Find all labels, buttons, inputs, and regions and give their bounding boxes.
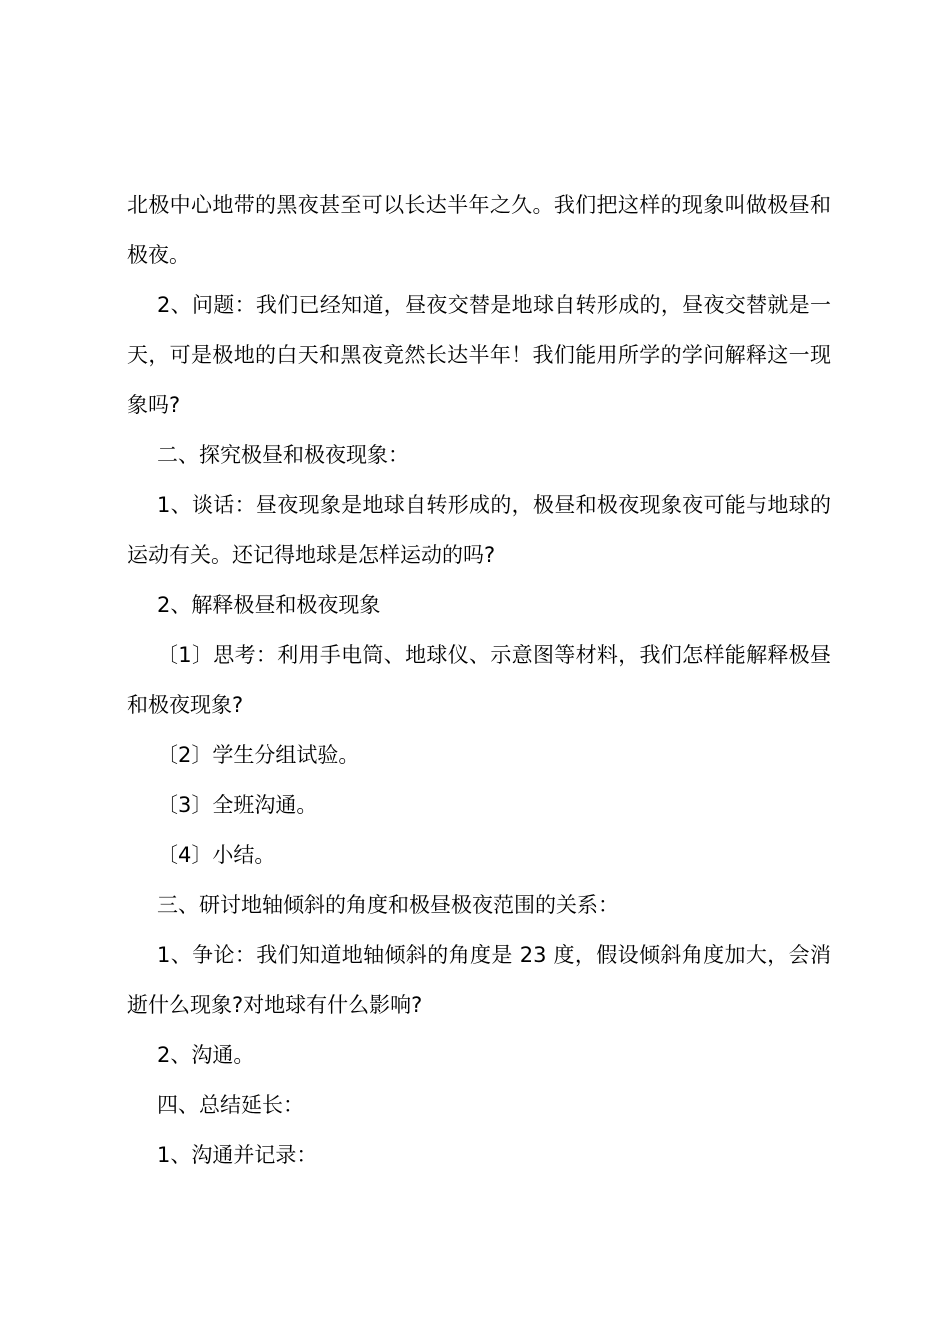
paragraph: 1、争论：我们知道地轴倾斜的角度是 23 度，假设倾斜角度加大，会消逝什么现象?对地球有什么影响? [127,943,831,1017]
paragraph: 1、谈话：昼夜现象是地球自转形成的，极昼和极夜现象夜可能与地球的运动有关。还记得地球是怎样运动的吗? [127,493,831,567]
paragraph: 〔4〕小结。 [157,843,276,867]
paragraph: 1、沟通并记录： [157,1143,318,1167]
section-heading: 二、探究极昼和极夜现象： [157,443,409,467]
paragraph: 北极中心地带的黑夜甚至可以长达半年之久。我们把这样的现象叫做极昼和极夜。 [127,193,831,267]
paragraph: 〔1〕思考：利用手电筒、地球仪、示意图等材料，我们怎样能解释极昼和极夜现象? [127,643,831,717]
section-heading: 四、总结延长： [157,1093,304,1117]
paragraph: 〔3〕全班沟通。 [157,793,318,817]
document-body [127,180,831,1180]
paragraph: 2、沟通。 [157,1043,255,1067]
paragraph: 〔2〕学生分组试验。 [157,743,360,767]
paragraph: 2、问题：我们已经知道，昼夜交替是地球自转形成的，昼夜交替就是一天，可是极地的白天和黑夜竟然长达半年！我们能用所学的学问解释这一现象吗? [127,293,831,417]
section-heading: 三、研讨地轴倾斜的角度和极昼极夜范围的关系： [157,893,619,917]
paragraph: 2、解释极昼和极夜现象 [157,593,381,617]
